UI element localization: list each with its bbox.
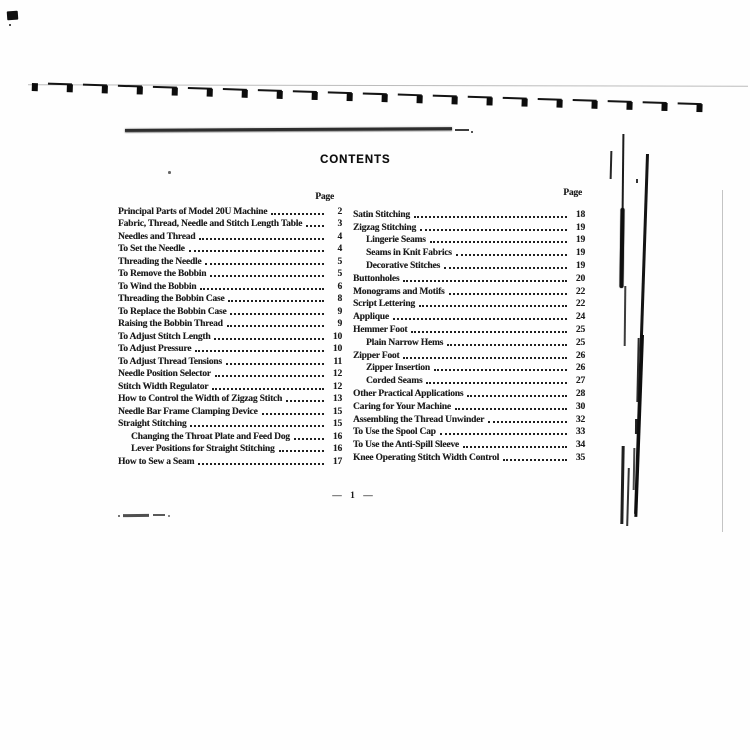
entry-label: Stitch Width Regulator	[118, 381, 209, 392]
scan-artifact-line	[624, 286, 626, 346]
entry-page-number: 6	[337, 281, 342, 292]
toc-entry	[353, 297, 585, 310]
entry-page-number: 19	[575, 222, 585, 233]
leader-dots	[306, 225, 324, 227]
entry-label: To Set the Needle	[118, 244, 185, 254]
entry-page-number: 22	[575, 299, 585, 310]
entry-label: Lever Positions for Straight Stitching	[131, 444, 275, 454]
scan-artifact-dot	[168, 515, 170, 517]
leader-dots	[210, 275, 324, 277]
entry-label: Zipper Insertion	[366, 363, 430, 374]
entry-page-number: 9	[337, 306, 342, 317]
leader-dots	[198, 463, 324, 465]
leader-dots	[230, 313, 324, 315]
leader-dots	[189, 250, 324, 252]
toc-entry	[118, 204, 342, 217]
entry-page-number: 16	[332, 431, 342, 442]
toc-entry	[118, 217, 342, 230]
leader-dots	[411, 331, 567, 333]
scan-artifact-smudge	[153, 514, 165, 516]
entry-page-number: 15	[332, 406, 342, 417]
entry-label: Buttonholes	[353, 273, 400, 284]
leader-dots	[440, 433, 567, 435]
comb-binding-mark	[153, 86, 177, 100]
comb-binding-mark	[537, 98, 561, 112]
entry-page-number: 17	[332, 456, 342, 467]
scan-artifact-dash	[455, 129, 469, 131]
leader-dots	[430, 241, 567, 243]
entry-label: Threading the Needle	[118, 256, 202, 267]
entry-label: How to Control the Width of Zigzag Stitch	[118, 394, 283, 404]
toc-entry	[118, 317, 342, 330]
page-title: CONTENTS	[320, 154, 391, 166]
comb-binding-marks	[30, 82, 746, 118]
leader-dots	[403, 280, 567, 282]
entry-label: Needles and Thread	[118, 231, 196, 242]
leader-dots	[463, 446, 567, 448]
comb-binding-mark	[397, 94, 421, 108]
entry-label: Seams in Knit Fabrics	[366, 248, 452, 259]
comb-binding-mark	[502, 97, 526, 111]
page-column-header: Page	[315, 192, 334, 202]
leader-dots	[420, 229, 567, 231]
comb-binding-mark	[327, 91, 351, 105]
toc-entry	[118, 292, 342, 305]
leader-dots	[393, 318, 567, 320]
entry-page-number: 8	[337, 294, 342, 304]
toc-entry	[118, 342, 342, 355]
entry-page-number: 5	[337, 256, 342, 267]
entry-page-number: 26	[575, 350, 585, 361]
comb-binding-mark	[48, 83, 72, 97]
entry-page-number: 19	[575, 235, 585, 246]
leader-dots	[419, 305, 567, 307]
entry-label: Raising the Bobbin Thread	[118, 319, 223, 329]
leader-dots	[195, 350, 324, 352]
toc-entry	[118, 279, 342, 292]
toc-entry	[353, 220, 585, 233]
scan-artifact-dot	[168, 171, 171, 174]
toc-entry	[118, 392, 342, 405]
entry-page-number: 27	[575, 376, 585, 387]
toc-entry	[353, 437, 585, 450]
toc-entry	[118, 304, 342, 317]
entry-label: Zigzag Stitching	[353, 222, 417, 233]
leader-dots	[262, 413, 324, 415]
leader-dots	[403, 357, 567, 359]
page-edge-shadow	[722, 190, 723, 532]
entry-page-number: 5	[337, 269, 342, 279]
toc-entry	[118, 429, 342, 442]
scan-artifact-line	[626, 468, 630, 526]
entry-label: Needle Position Selector	[118, 369, 211, 379]
entry-label: Script Lettering	[353, 299, 415, 310]
leader-dots	[294, 438, 324, 440]
entry-page-number: 2	[337, 206, 342, 217]
leader-dots	[214, 338, 324, 340]
entry-page-number: 32	[575, 414, 585, 425]
entry-label: To Adjust Stitch Length	[118, 331, 211, 342]
entry-page-number: 15	[332, 419, 342, 429]
leader-dots	[434, 369, 567, 371]
scan-artifact-line	[622, 134, 625, 212]
entry-page-number: 25	[575, 337, 585, 348]
leader-dots	[212, 388, 324, 390]
entry-label: Zipper Foot	[353, 350, 400, 361]
toc-entry	[118, 442, 342, 455]
entry-label: Lingerie Seams	[366, 235, 426, 246]
page-number: — 1 —	[332, 491, 376, 501]
toc-entry	[118, 267, 342, 280]
comb-binding-mark	[188, 87, 212, 101]
entry-page-number: 13	[332, 394, 342, 404]
entry-label: Fabric, Thread, Needle and Stitch Length Table	[118, 219, 303, 229]
leader-dots	[488, 421, 567, 423]
toc-entry	[353, 233, 585, 246]
leader-dots	[199, 238, 324, 240]
scan-artifact-corner-mark	[7, 11, 19, 21]
scan-artifact-line	[619, 208, 624, 288]
entry-label: Satin Stitching	[353, 209, 410, 220]
page-column-header: Page	[563, 188, 582, 198]
comb-binding-mark	[30, 82, 37, 95]
entry-label: Straight Stitching	[118, 419, 187, 429]
entry-page-number: 35	[575, 452, 585, 463]
entry-page-number: 4	[337, 231, 342, 242]
entry-page-number: 3	[337, 219, 342, 229]
entry-page-number: 10	[332, 331, 342, 342]
leader-dots	[205, 263, 324, 265]
toc-entry	[353, 271, 585, 284]
scan-artifact-dot	[118, 515, 120, 517]
leader-dots	[227, 325, 324, 327]
entry-page-number: 25	[575, 324, 585, 335]
leader-dots	[228, 300, 324, 302]
toc-entry	[118, 242, 342, 255]
toc-entry	[353, 348, 585, 361]
entry-label: Principal Parts of Model 20U Machine	[118, 206, 268, 217]
entry-page-number: 12	[332, 381, 342, 392]
entry-page-number: 20	[575, 273, 585, 284]
entry-label: Assembling the Thread Unwinder	[353, 414, 485, 425]
toc-entry	[353, 207, 585, 220]
entry-label: Decorative Stitches	[366, 260, 441, 271]
comb-binding-mark	[118, 85, 142, 99]
toc-entry	[353, 284, 585, 297]
toc-entry	[118, 229, 342, 242]
toc-entry	[353, 309, 585, 322]
entry-label: Changing the Throat Plate and Feed Dog	[131, 431, 290, 442]
entry-page-number: 34	[575, 440, 585, 451]
leader-dots	[200, 288, 324, 290]
entry-label: To Replace the Bobbin Case	[118, 306, 227, 317]
entry-label: Hemmer Foot	[353, 324, 408, 335]
scan-artifact-dot	[636, 179, 638, 183]
toc-entry	[353, 245, 585, 258]
comb-binding-mark	[467, 96, 491, 110]
toc-entry	[118, 329, 342, 342]
toc-entry	[118, 254, 342, 267]
entry-label: Other Practical Applications	[353, 388, 464, 399]
entry-page-number: 19	[575, 248, 585, 259]
entry-label: Knee Operating Stitch Width Control	[353, 452, 500, 463]
leader-dots	[447, 344, 567, 346]
toc-entry	[353, 412, 585, 425]
entry-label: To Wind the Bobbin	[118, 281, 197, 292]
leader-dots	[449, 293, 567, 295]
toc-right-column	[353, 188, 585, 463]
toc-entry	[118, 417, 342, 430]
entry-page-number: 4	[337, 244, 342, 254]
toc-entry	[353, 373, 585, 386]
scan-artifact-line	[610, 151, 613, 179]
entry-page-number: 16	[332, 444, 342, 454]
entry-label: Monograms and Motifs	[353, 286, 445, 297]
toc-entry	[353, 335, 585, 348]
leader-dots	[226, 363, 324, 365]
entry-label: Needle Bar Frame Clamping Device	[118, 406, 258, 417]
toc-entry	[353, 386, 585, 399]
leader-dots	[286, 400, 324, 402]
entry-page-number: 18	[575, 209, 585, 220]
leader-dots	[279, 450, 324, 452]
entry-label: Threading the Bobbin Case	[118, 294, 225, 304]
entry-page-number: 26	[575, 363, 585, 374]
entry-page-number: 9	[337, 319, 342, 329]
toc-entry	[353, 450, 585, 463]
toc-entry	[118, 379, 342, 392]
entry-label: Plain Narrow Hems	[366, 337, 444, 348]
toc-entry	[118, 367, 342, 380]
entry-page-number: 30	[575, 401, 585, 412]
entry-label: How to Sew a Seam	[118, 456, 195, 467]
scan-artifact-dot	[9, 24, 11, 26]
entry-page-number: 22	[575, 286, 585, 297]
entry-label: To Use the Spool Cap	[353, 427, 436, 438]
comb-binding-mark	[607, 100, 631, 114]
leader-dots	[444, 267, 567, 269]
leader-dots	[414, 216, 567, 218]
entry-label: To Remove the Bobbin	[118, 269, 207, 279]
toc-left-column	[118, 192, 342, 467]
entry-label: To Adjust Pressure	[118, 344, 192, 354]
comb-binding-mark	[257, 89, 281, 103]
toc-entry	[118, 404, 342, 417]
entry-page-number: 33	[575, 427, 585, 438]
toc-entry	[353, 322, 585, 335]
comb-binding-mark	[292, 90, 316, 104]
leader-dots	[467, 395, 567, 397]
entry-page-number: 12	[332, 369, 342, 379]
entry-label: To Use the Anti-Spill Sleeve	[353, 440, 459, 451]
toc-entry	[353, 258, 585, 271]
entry-label: Applique	[353, 312, 389, 323]
toc-entry	[353, 361, 585, 374]
entry-page-number: 11	[333, 356, 342, 367]
comb-binding-mark	[83, 84, 107, 98]
toc-entry	[353, 425, 585, 438]
scan-artifact-line	[620, 446, 624, 524]
leader-dots	[426, 382, 567, 384]
scan-artifact-smudge	[123, 514, 149, 517]
entry-page-number: 28	[575, 388, 585, 399]
comb-binding-mark	[572, 99, 596, 113]
comb-binding-mark	[362, 92, 386, 106]
leader-dots	[190, 425, 324, 427]
comb-binding-mark	[432, 95, 456, 109]
leader-dots	[271, 213, 324, 215]
scan-artifact-dot	[471, 131, 473, 133]
entry-label: To Adjust Thread Tensions	[118, 356, 222, 367]
comb-binding-mark	[677, 102, 701, 116]
leader-dots	[503, 459, 567, 461]
entry-page-number: 10	[332, 344, 342, 354]
toc-entry	[353, 399, 585, 412]
comb-binding-mark	[642, 101, 666, 115]
leader-dots	[456, 254, 567, 256]
title-underline-smudge	[125, 127, 452, 131]
entry-label: Corded Seams	[366, 376, 423, 387]
leader-dots	[455, 408, 567, 410]
comb-binding-mark	[222, 88, 246, 102]
entry-label: Caring for Your Machine	[353, 401, 451, 412]
leader-dots	[215, 375, 324, 377]
entry-page-number: 24	[575, 312, 585, 323]
entry-page-number: 19	[575, 260, 585, 271]
toc-entry	[118, 454, 342, 467]
toc-entry	[118, 354, 342, 367]
